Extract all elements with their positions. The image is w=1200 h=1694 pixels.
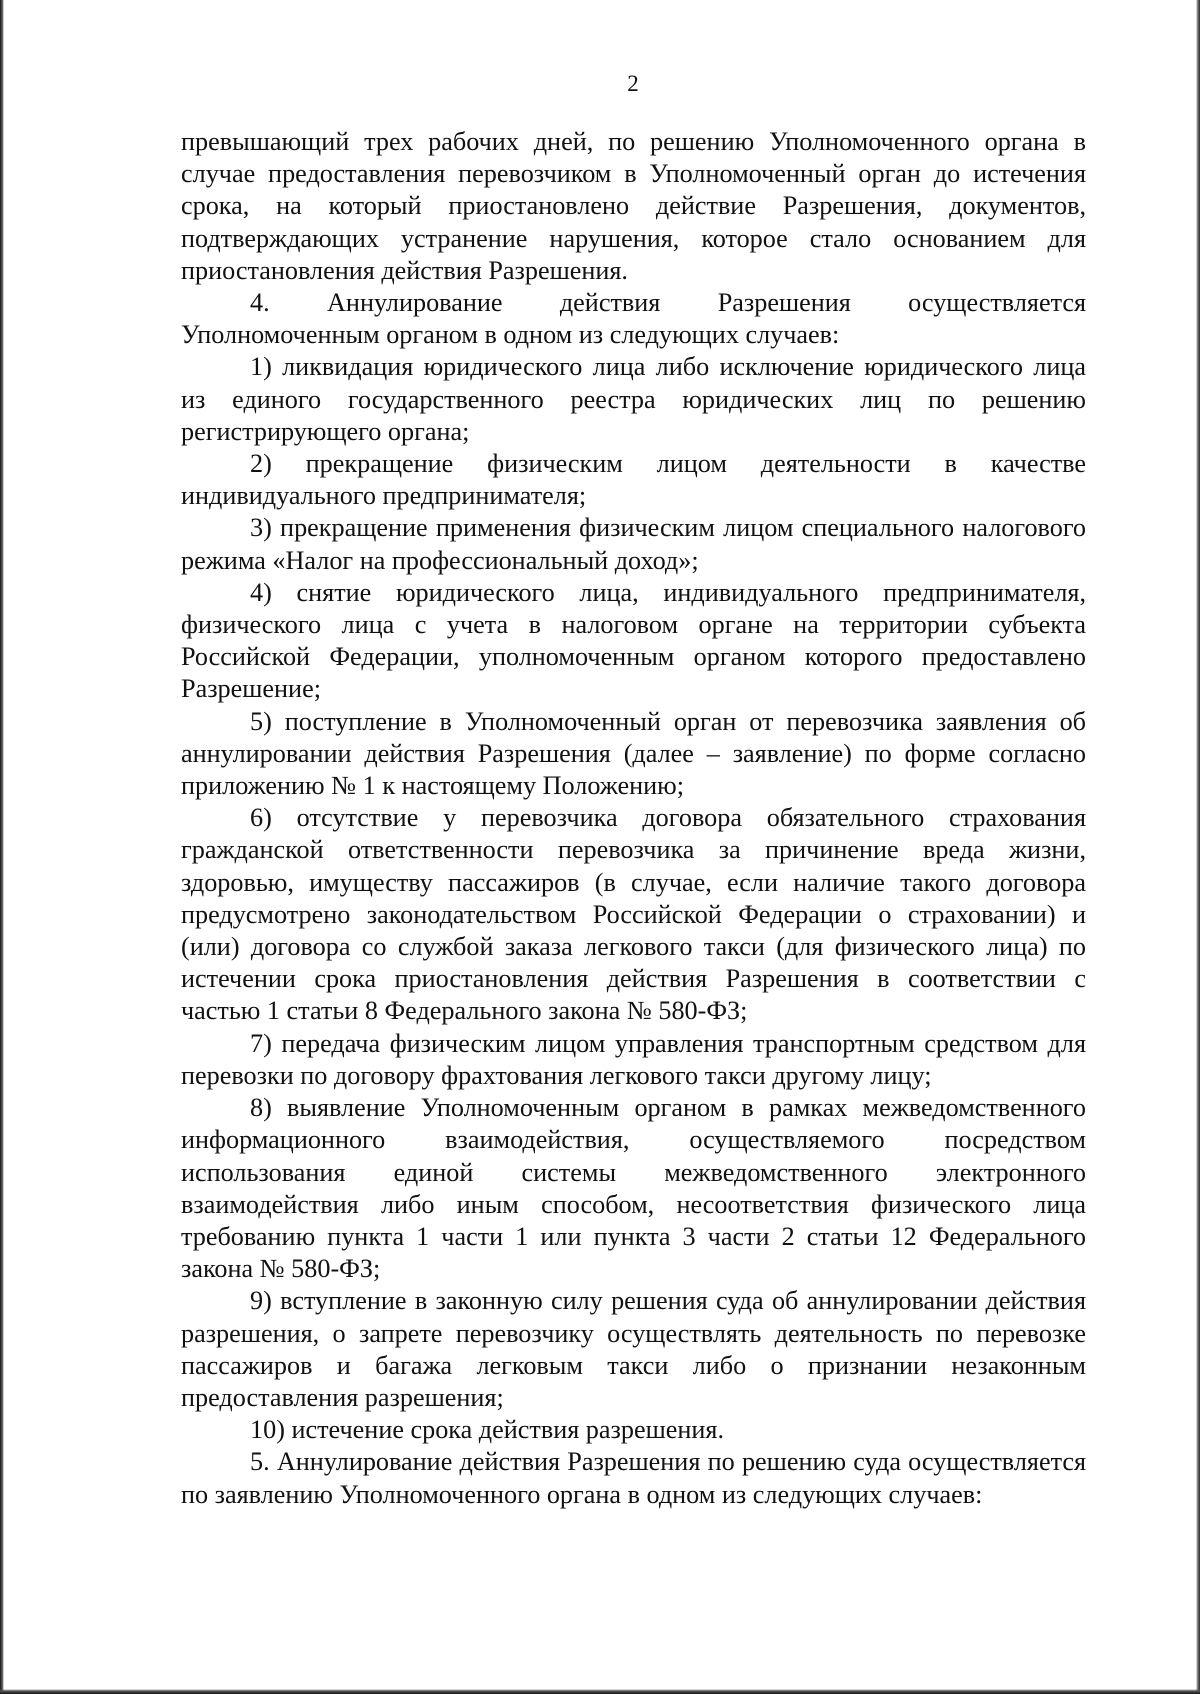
- list-item-9: 9) вступление в законную силу решения суда об аннулировании действия разрешения, о запрете перевозчику осуществлять деятельность по перевозке пассажиров и багажа легковым такси либо о признании незаконным предоставления разрешения;: [181, 1286, 1086, 1412]
- scan-edge-left: [0, 0, 4, 1694]
- list-item-4: 4) снятие юридического лица, индивидуального предпринимателя, физического лица с учета в налоговом органе на территории субъекта Российской Федерации, уполномоченным органом которого предоставлено Разрешение;: [181, 577, 1086, 704]
- list-item-2: 2) прекращение физическим лицом деятельности в качестве индивидуального предпринимателя;: [181, 449, 1086, 511]
- list-item-10: 10) истечение срока действия разрешения.: [250, 1415, 724, 1445]
- paragraph-section-4: 4. Аннулирование действия Разрешения осуществляется Уполномоченным органом в одном из следующих случаев:: [181, 288, 1086, 350]
- list-item-1: 1) ликвидация юридического лица либо исключение юридического лица из единого государственного реестра юридических лиц по решению регистрирующего органа;: [181, 352, 1086, 446]
- paragraph-continuation: превышающий трех рабочих дней, по решению Уполномоченного органа в случае предоставления перевозчиком в Уполномоченный орган до истечения срока, на который приостановлено действие Разрешения, документов, подтверждающих устранение нарушения, которое стало основанием для приостановления действия Разрешения.: [181, 127, 1086, 285]
- document-body: [181, 126, 1086, 1511]
- paragraph-section-5: 5. Аннулирование действия Разрешения по решению суда осуществляется по заявлению Уполномоченного органа в одном из следующих случаев:: [181, 1447, 1086, 1509]
- list-item-3: 3) прекращение применения физическим лицом специального налогового режима «Налог на профессиональный доход»;: [181, 513, 1086, 575]
- list-item-5: 5) поступление в Уполномоченный орган от перевозчика заявления об аннулировании действия Разрешения (далее – заявление) по форме согласно приложению № 1 к настоящему Положению;: [181, 706, 1086, 801]
- list-item-7: 7) передача физическим лицом управления транспортным средством для перевозки по договору фрахтования легкового такси другому лицу;: [181, 1028, 1086, 1090]
- list-item-6: 6) отсутствие у перевозчика договора обязательного страхования гражданской ответственности перевозчика за причинение вреда жизни, здоровью, имуществу пассажиров (в случае, если наличие такого договора предусмотрено законодательством Российской Федерации о страховании) и (или) договора со службой заказа легкового такси (для физического лица) по истечении срока приостановления действия Разрешения в соответствии с частью 1 статьи 8 Федерального закона № 580-ФЗ;: [181, 803, 1086, 1026]
- scan-edge-right: [1196, 0, 1200, 1694]
- list-item-8: 8) выявление Уполномоченным органом в рамках межведомственного информационного взаимодействия, осуществляемого посредством использования единой системы межведомственного электронного взаимодействия либо иным способом, несоответствия физического лица требованию пункта 1 части 1 или пункта 3 части 2 статьи 12 Федерального закона № 580-ФЗ;: [181, 1093, 1086, 1284]
- page-number: 2: [627, 71, 639, 96]
- scan-edge-bottom: [0, 1689, 1200, 1694]
